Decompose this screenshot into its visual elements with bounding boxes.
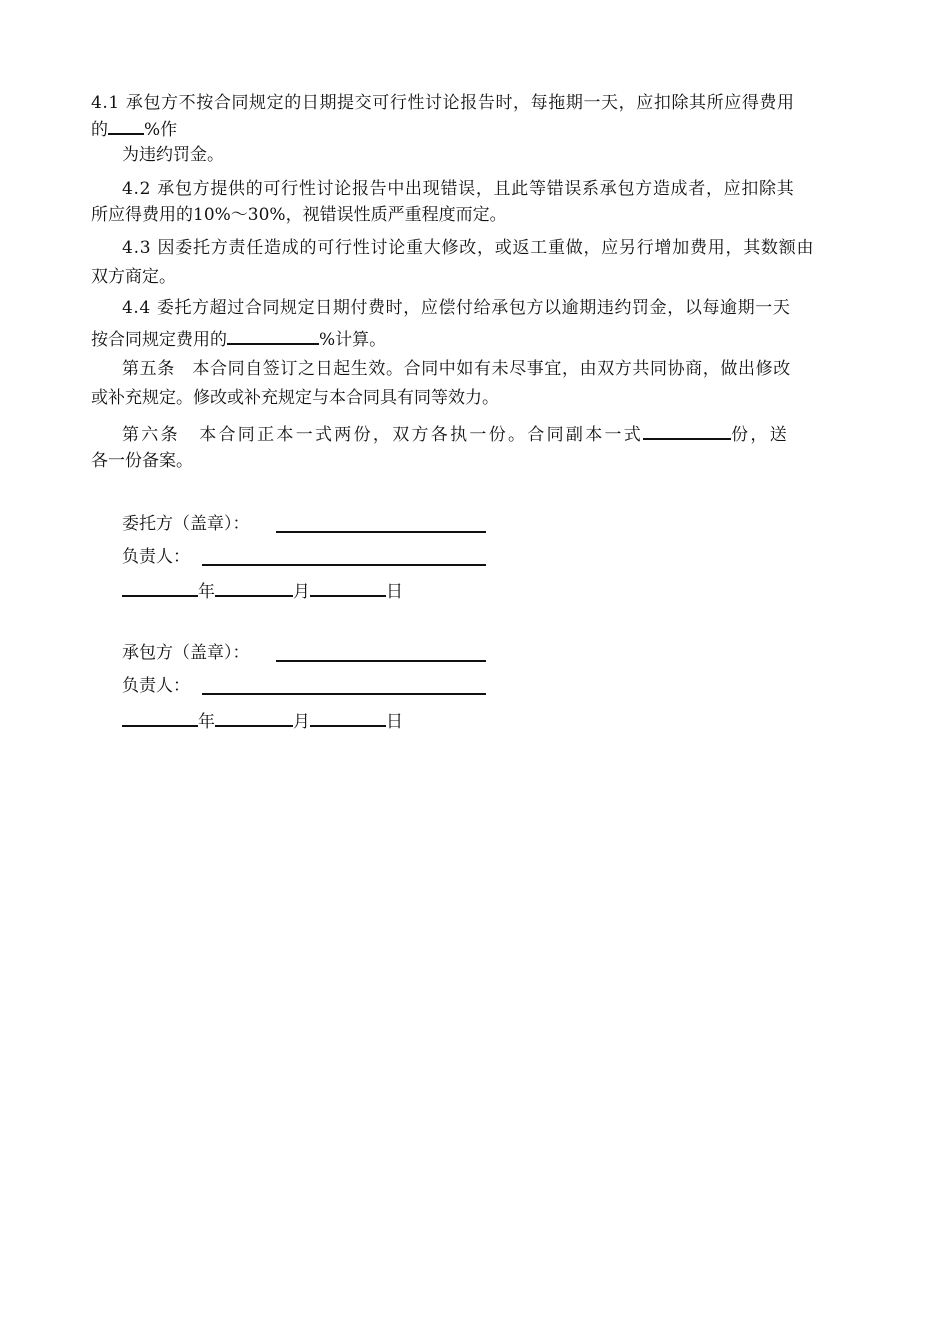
contractor-year-field[interactable]	[122, 708, 198, 727]
client-date-row	[122, 578, 403, 602]
client-person-row	[122, 547, 190, 567]
clause-4-4-text: 4.4 委托方超过合同规定日期付费时，应偿付给承包方以逾期违约罚金，以每逾期一天	[122, 298, 791, 318]
client-day-field[interactable]	[310, 578, 386, 597]
article-5-text: 第五条 本合同自签订之日起生效。合同中如有未尽事宜，由双方共同协商，做出修改	[122, 359, 791, 379]
article-5-line-1	[122, 359, 791, 379]
clause-4-4-prefix: 按合同规定费用的	[91, 330, 227, 350]
contractor-seal-label: 承包方（盖章）：	[122, 643, 250, 663]
client-month-field[interactable]	[215, 578, 293, 597]
clause-4-1-prefix: 的	[91, 120, 108, 140]
article-5-line-2	[91, 388, 499, 408]
article-6-line-1	[122, 422, 789, 445]
client-seal-row	[122, 514, 250, 534]
clause-4-3-line-1	[122, 238, 814, 258]
clause-4-4-line-1	[122, 298, 790, 318]
clause-4-3-continuation: 双方商定。	[91, 267, 176, 287]
clause-4-3-line-2	[91, 267, 176, 287]
clause-4-4-line-2	[91, 327, 386, 350]
copies-count-blank[interactable]	[643, 422, 731, 440]
contractor-person-row	[122, 676, 190, 696]
clause-4-1-text: 4.1 承包方不按合同规定的日期提交可行性讨论报告时，每拖期一天，应扣除其所应得费用	[91, 93, 795, 113]
month-label: 月	[293, 582, 310, 602]
contractor-person-label: 负责人：	[122, 676, 190, 696]
article-6-suffix: 份，送	[731, 425, 790, 445]
year-label: 年	[198, 712, 215, 732]
clause-4-2-line-1	[122, 179, 794, 199]
clause-4-1-line-3	[122, 145, 224, 165]
client-person-field[interactable]	[202, 564, 486, 566]
clause-4-1-continuation: 为违约罚金。	[122, 145, 224, 165]
contractor-seal-row	[122, 643, 250, 663]
year-label: 年	[198, 582, 215, 602]
client-seal-field[interactable]	[276, 531, 486, 533]
month-label: 月	[293, 712, 310, 732]
day-label: 日	[386, 582, 403, 602]
client-year-field[interactable]	[122, 578, 198, 597]
penalty-percent-blank[interactable]	[108, 117, 144, 135]
clause-4-1-line-1	[91, 93, 859, 113]
late-payment-percent-blank[interactable]	[227, 327, 319, 345]
clause-4-4-suffix: %计算。	[319, 330, 387, 350]
contractor-seal-field[interactable]	[276, 660, 486, 662]
clause-4-3-text: 4.3 因委托方责任造成的可行性讨论重大修改，或返工重做，应另行增加费用，其数额由	[122, 238, 815, 258]
contractor-month-field[interactable]	[215, 708, 293, 727]
contractor-person-field[interactable]	[202, 693, 486, 695]
client-person-label: 负责人：	[122, 547, 190, 567]
contractor-date-row	[122, 708, 403, 732]
clause-4-2-line-2	[91, 205, 507, 225]
contractor-day-field[interactable]	[310, 708, 386, 727]
clause-4-1-line-2	[91, 117, 177, 140]
clause-4-1-suffix: %作	[144, 120, 178, 140]
article-5-continuation: 或补充规定。修改或补充规定与本合同具有同等效力。	[91, 388, 499, 408]
article-6-prefix: 第六条 本合同正本一式两份，双方各执一份。合同副本一式	[122, 425, 644, 445]
client-seal-label: 委托方（盖章）：	[122, 514, 250, 534]
article-6-line-2	[91, 451, 193, 471]
article-6-continuation: 各一份备案。	[91, 451, 193, 471]
clause-4-2-continuation: 所应得费用的10%～30%，视错误性质严重程度而定。	[91, 205, 507, 225]
day-label: 日	[386, 712, 403, 732]
clause-4-2-text: 4.2 承包方提供的可行性讨论报告中出现错误，且此等错误系承包方造成者，应扣除其	[122, 179, 795, 199]
